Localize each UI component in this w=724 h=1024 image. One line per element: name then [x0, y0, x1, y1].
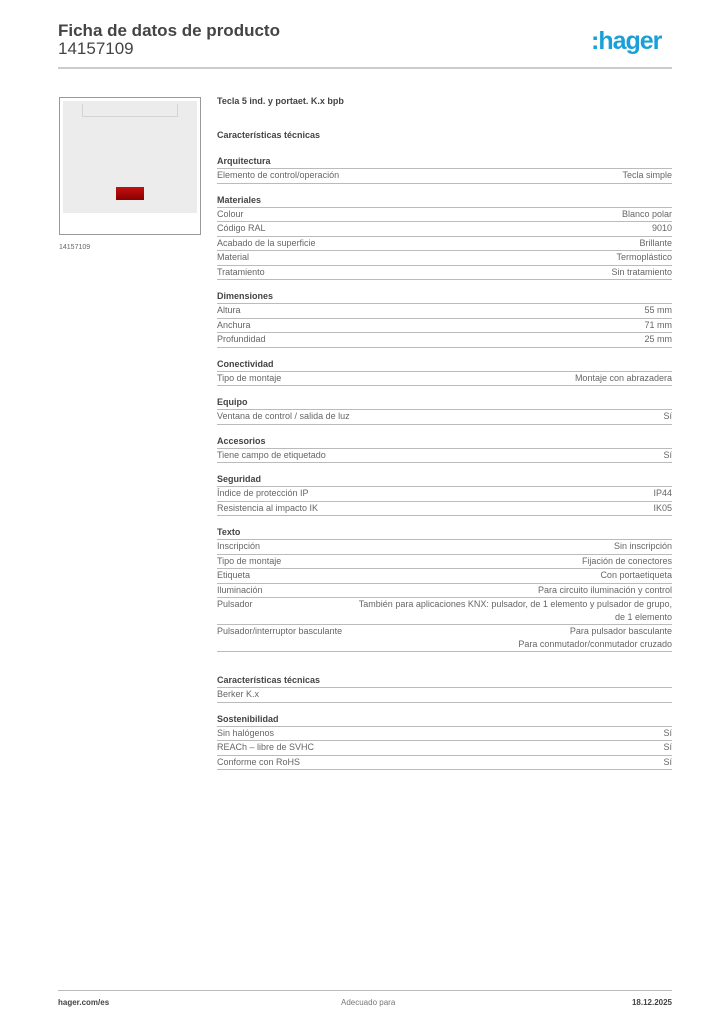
spec-value: Con portaetiqueta: [600, 570, 672, 580]
spec-row: [217, 449, 672, 464]
spec-value: 55 mm: [644, 305, 672, 315]
spec-value: Sí: [663, 756, 672, 767]
spec-row: [217, 569, 672, 584]
section-heading: Características técnicas: [217, 674, 672, 688]
spec-row: [217, 756, 672, 771]
footer-date: 18.12.2025: [631, 998, 672, 1007]
spec-content: [217, 95, 672, 770]
spec-row: [217, 598, 672, 625]
section-heading: Texto: [217, 526, 672, 540]
spec-row: [217, 266, 672, 281]
spec-row: [217, 169, 672, 184]
spec-row: [217, 333, 672, 348]
spec-section: [217, 194, 672, 281]
spec-label: Tipo de montaje: [217, 555, 282, 566]
product-name: Tecla 5 ind. y portaet. K.x bpb: [217, 96, 344, 106]
spec-value: Tecla simple: [622, 170, 672, 180]
spec-label: Pulsador/interruptor basculante: [217, 626, 343, 636]
product-number: 14157109: [58, 39, 134, 58]
footer-middle: Adecuado para: [341, 998, 396, 1007]
spec-value: Sí: [663, 411, 672, 421]
spec-label: Tratamiento: [217, 266, 265, 277]
spec-label: Iluminación: [217, 584, 263, 595]
product-image: [59, 97, 201, 235]
spec-label: Índice de protección IP: [217, 488, 309, 498]
red-indicator-window: [116, 187, 144, 200]
spec-value: Blanco polar: [621, 208, 672, 219]
spec-value: 9010: [651, 223, 672, 233]
switch-plate: [63, 101, 197, 213]
spec-row: [217, 487, 672, 502]
spec-row: [217, 208, 672, 223]
section-heading: Accesorios: [217, 435, 672, 449]
spec-value: Termoplástico: [616, 252, 672, 262]
spec-section: [217, 396, 672, 425]
spec-row: [217, 410, 672, 425]
footer: [58, 990, 672, 1007]
spec-value: Sí: [663, 727, 672, 738]
label-holder: [82, 104, 178, 117]
spec-label: Conforme con RoHS: [217, 756, 301, 767]
spec-section: [217, 435, 672, 464]
spec-value: Sin inscripción: [613, 541, 672, 551]
spec-label: Sin halógenos: [217, 727, 275, 738]
spec-row: [217, 319, 672, 334]
hager-logo: [591, 27, 661, 56]
spec-value: 25 mm: [644, 334, 672, 344]
spec-value: Sí: [663, 742, 672, 752]
spec-value: Montaje con abrazadera: [574, 372, 672, 383]
spec-label: REACh – libre de SVHC: [217, 742, 315, 752]
spec-row: [217, 688, 672, 703]
spec-row: [217, 625, 672, 652]
spec-section: [217, 713, 672, 771]
spec-label: Pulsador: [217, 599, 253, 609]
spec-label: Inscripción: [217, 541, 261, 551]
spec-section: [217, 290, 672, 348]
footer-website[interactable]: hager.com/es: [58, 998, 110, 1007]
spec-row: [217, 237, 672, 252]
spec-row: [217, 502, 672, 517]
spec-label: Etiqueta: [217, 570, 251, 580]
section-heading: Sostenibilidad: [217, 713, 672, 727]
spec-label: Elemento de control/operación: [217, 170, 340, 180]
spec-label: Anchura: [217, 319, 251, 330]
header-divider: [58, 67, 672, 69]
spec-section: [217, 155, 672, 184]
spec-row: [217, 741, 672, 756]
spec-label: Acabado de la superficie: [217, 237, 316, 248]
spec-section: [217, 358, 672, 387]
spec-label: Ventana de control / salida de luz: [217, 411, 350, 421]
spec-row: [217, 584, 672, 599]
logo-text: hager: [598, 27, 662, 55]
spec-label: Tipo de montaje: [217, 372, 282, 383]
spec-label: Resistencia al impacto IK: [217, 502, 319, 513]
spec-row: [217, 251, 672, 266]
spec-row: [217, 727, 672, 742]
spec-section: [217, 473, 672, 516]
tech-characteristics-heading: Características técnicas: [217, 130, 321, 140]
spec-label: Profundidad: [217, 334, 266, 344]
spec-row: [217, 555, 672, 570]
section-heading: Equipo: [217, 396, 672, 410]
section-heading: Materiales: [217, 194, 672, 208]
spec-value: Brillante: [639, 237, 672, 248]
spec-sections: [217, 155, 672, 770]
spec-row: [217, 372, 672, 387]
spec-value: Fijación de conectores: [581, 555, 672, 566]
section-heading: Conectividad: [217, 358, 672, 372]
spec-label: Colour: [217, 208, 244, 219]
spec-value: Sí: [663, 449, 672, 460]
spec-value: Para pulsador basculante Para conmutador/conmutador cruzado: [518, 626, 672, 649]
section-heading: Seguridad: [217, 473, 672, 487]
spec-value: IK05: [653, 502, 672, 513]
spec-value: Para circuito iluminación y control: [537, 584, 672, 595]
image-caption: 14157109: [59, 244, 91, 251]
tech-heading-section: [217, 129, 672, 143]
page-title: Ficha de datos de producto: [58, 21, 280, 40]
spec-section: [217, 674, 672, 703]
spec-value: IP44: [653, 488, 672, 498]
spec-row: [217, 222, 672, 237]
spec-value: Sin tratamiento: [611, 266, 672, 277]
spec-label: Material: [217, 252, 250, 262]
spec-row: [217, 540, 672, 555]
section-heading: Dimensiones: [217, 290, 672, 304]
logo-colon: :: [591, 27, 599, 55]
section-heading: Arquitectura: [217, 155, 672, 169]
spec-label: Código RAL: [217, 223, 266, 233]
spec-section: [217, 526, 672, 652]
spec-label: Tiene campo de etiquetado: [217, 449, 326, 460]
spec-row: [217, 304, 672, 319]
spec-value: También para aplicaciones KNX: pulsador, de 1 elemento y pulsador de grupo, de 1 elemento: [358, 599, 672, 622]
spec-value: 71 mm: [644, 319, 672, 330]
spec-label: Altura: [217, 305, 241, 315]
spec-label: Berker K.x: [217, 689, 260, 699]
